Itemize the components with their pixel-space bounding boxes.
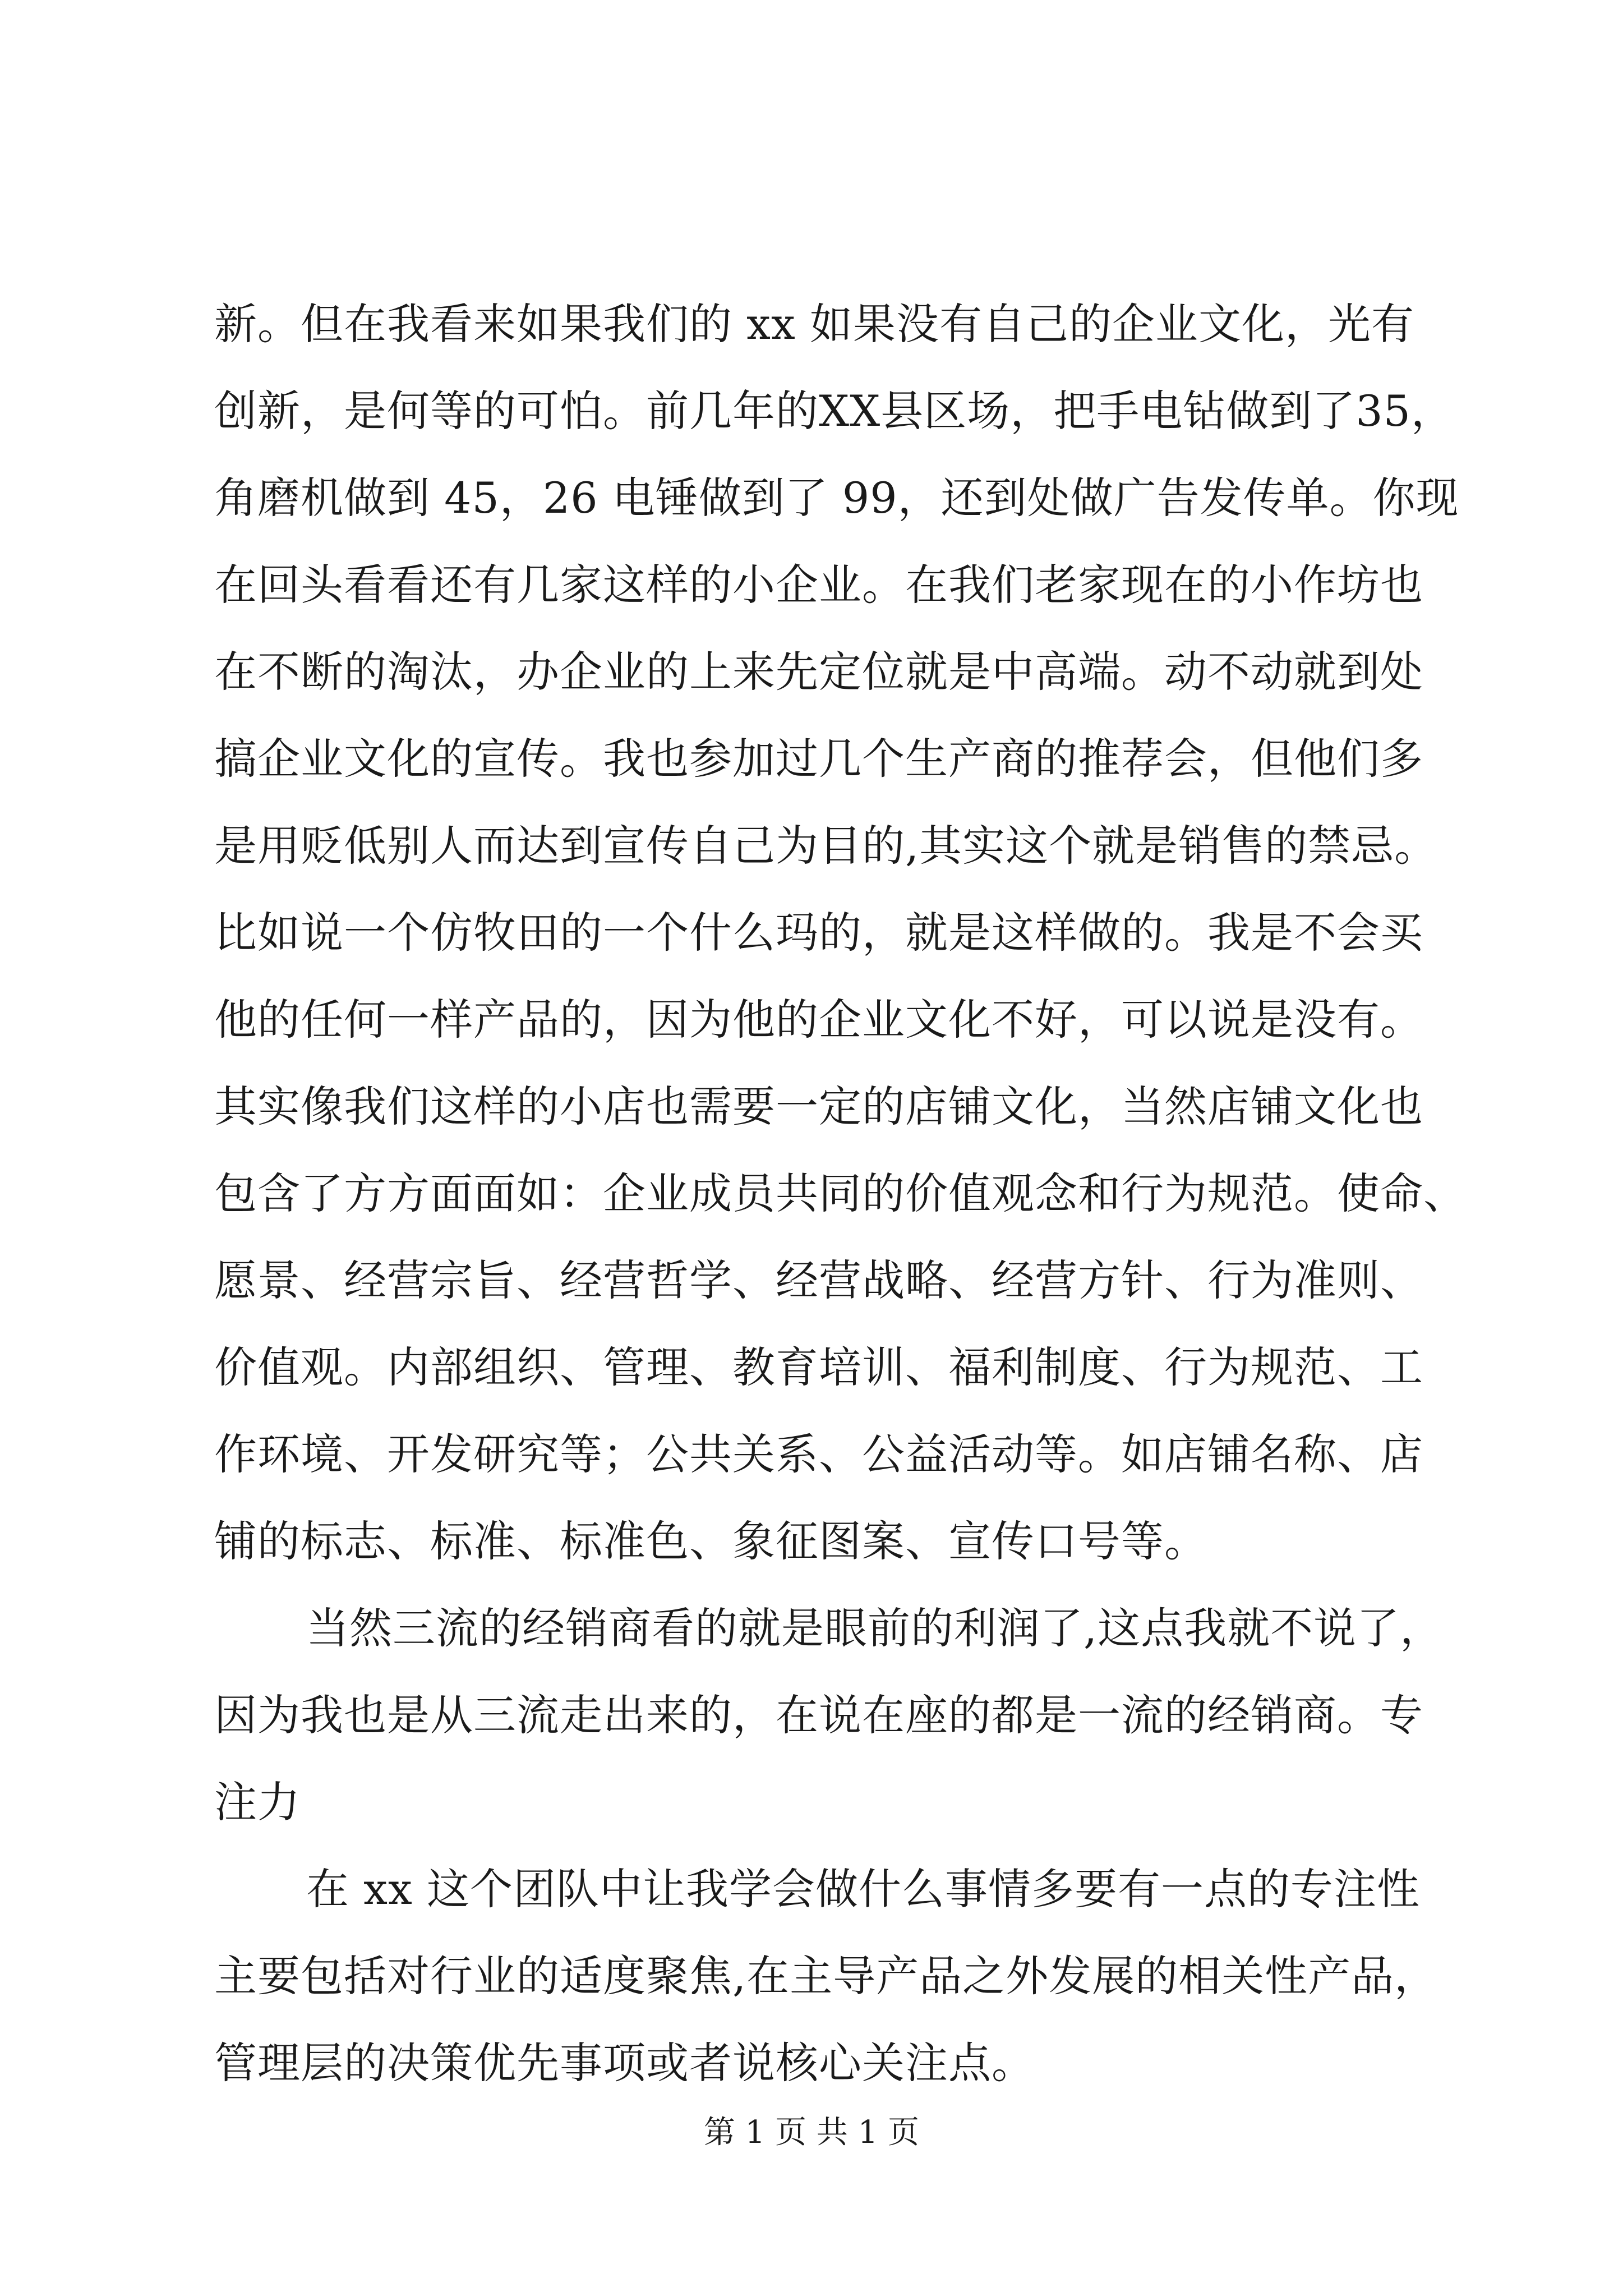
text-line: 因为我也是从三流走出来的，在说在座的都是一流的经销商。专 (214, 1690, 1423, 1740)
text-line: 管理层的决策优先事项或者说核心关注点。 (214, 2038, 1035, 2088)
paragraph-start-line: 当然三流的经销商看的就是眼前的利润了,这点我就不说了， (306, 1603, 1444, 1653)
paragraph-start-line: 在 xx 这个团队中让我学会做什么事情多要有一点的专注性 (306, 1864, 1421, 1914)
text-line: 其实像我们这样的小店也需要一定的店铺文化，当然店铺文化也 (214, 1082, 1423, 1131)
text-line: 愿景、经营宗旨、经营哲学、经营战略、经营方针、行为准则、 (214, 1255, 1423, 1305)
text-line: 铺的标志、标准、标准色、象征图案、宣传口号等。 (214, 1516, 1207, 1566)
text-line: 是用贬低别人而达到宣传自己为目的,其实这个就是销售的禁忌。 (214, 821, 1438, 871)
text-line: 主要包括对行业的适度聚焦,在主导产品之外发展的相关性产品， (214, 1951, 1438, 2001)
document-body (214, 280, 1467, 2106)
text-line: 注力 (214, 1777, 301, 1827)
text-line: 包含了方方面面如：企业成员共同的价值观念和行为规范。使命、 (214, 1168, 1467, 1218)
text-line: 在不断的淘汰，办企业的上来先定位就是中高端。动不动就到处 (214, 647, 1423, 697)
page-footer (0, 2110, 1623, 2155)
text-line: 作环境、开发研究等；公共关系、公益活动等。如店铺名称、店 (214, 1429, 1423, 1479)
text-line: 创新，是何等的可怕。前几年的XX县区场，把手电钻做到了35， (214, 386, 1454, 436)
text-line: 搞企业文化的宣传。我也参加过几个生产商的推荐会，但他们多 (214, 734, 1423, 784)
page-number-label: 第 1 页 共 1 页 (703, 2114, 920, 2151)
text-line: 角磨机做到 45，26 电锤做到了 99，还到处做广告发传单。你现 (214, 473, 1459, 523)
text-line: 他的任何一样产品的，因为他的企业文化不好，可以说是没有。 (214, 995, 1423, 1045)
text-line: 比如说一个仿牧田的一个什么玛的，就是这样做的。我是不会买 (214, 908, 1423, 958)
text-line: 价值观。内部组织、管理、教育培训、福利制度、行为规范、工 (214, 1342, 1423, 1392)
text-line: 在回头看看还有几家这样的小企业。在我们老家现在的小作坊也 (214, 560, 1423, 610)
text-line: 新。但在我看来如果我们的 xx 如果没有自己的企业文化，光有 (214, 299, 1415, 349)
